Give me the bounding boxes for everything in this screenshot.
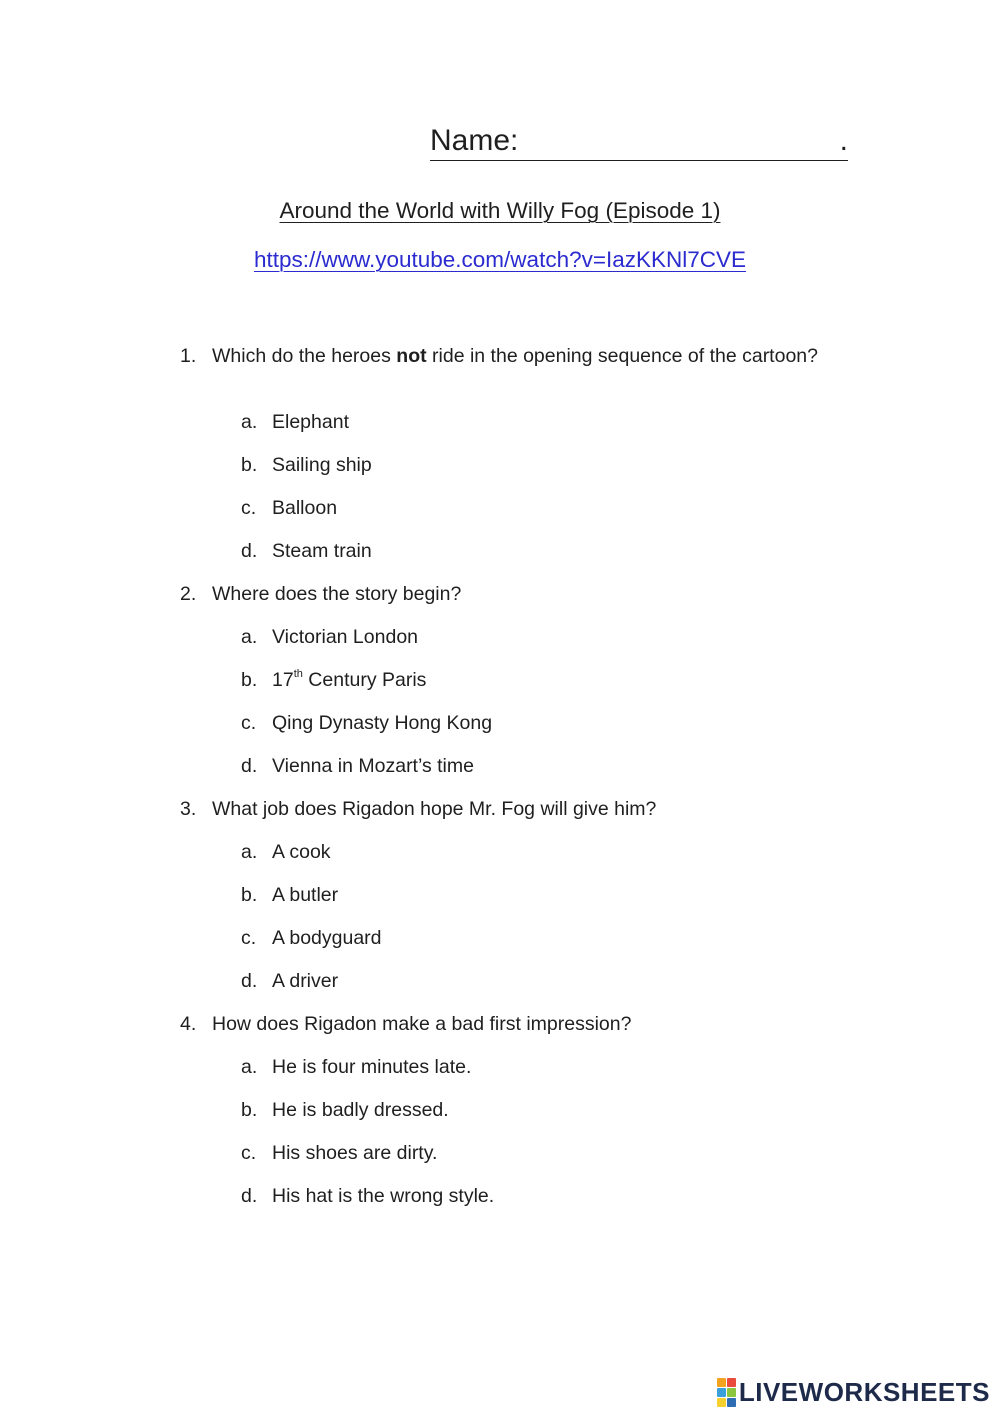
liveworksheets-logo-icon [717,1378,736,1407]
liveworksheets-logo [717,1377,990,1407]
option-text: Vienna in Mozart’s time [272,755,474,777]
option-4b [241,1095,449,1125]
option-text: Steam train [272,540,372,562]
option-text: Elephant [272,411,349,433]
option-text: Balloon [272,497,338,519]
question-text-bold: not [396,345,427,367]
name-end-mark: . [839,124,848,157]
logo-square [717,1398,726,1407]
option-letter: a. [241,1056,258,1078]
question-number: 2. [180,583,197,605]
option-3d [241,966,338,996]
option-2d [241,751,474,781]
option-letter: b. [241,454,258,476]
option-2a [241,622,418,652]
question-text: Where does the story begin? [212,583,462,605]
question-text-part: Which do the heroes [212,345,397,367]
liveworksheets-logo-text: LIVEWORKSHEETS [738,1377,990,1407]
video-link[interactable]: https://www.youtube.com/watch?v=IazKKNl7CVE [253,247,747,272]
option-text: Century Paris [302,669,427,691]
question-2 [180,578,820,610]
option-text: A butler [272,884,339,906]
option-letter: d. [241,970,258,992]
option-4c [241,1138,437,1168]
logo-square [727,1378,736,1387]
option-3b [241,880,338,910]
option-1b [241,450,372,480]
option-letter: a. [241,626,258,648]
question-text [212,340,820,372]
question-text: What job does Rigadon hope Mr. Fog will give him? [212,798,657,820]
question-3 [180,793,820,825]
question-number: 4. [180,1013,197,1035]
option-text-superscript: th [293,668,303,680]
option-3a [241,837,331,867]
option-letter: d. [241,755,258,777]
logo-square [727,1388,736,1397]
option-text: His hat is the wrong style. [272,1185,495,1207]
option-text: He is badly dressed. [272,1099,449,1121]
option-letter: b. [241,884,258,906]
option-letter: c. [241,712,257,734]
option-3c [241,923,382,953]
question-text: How does Rigadon make a bad first impression? [212,1013,632,1035]
option-text: A bodyguard [272,927,382,949]
option-letter: b. [241,1099,258,1121]
name-label: Name: [430,124,519,157]
question-text-part: ride in the opening sequence of the cartoon? [426,345,818,367]
name-field[interactable] [430,122,848,161]
question-number: 1. [180,345,197,367]
option-2c [241,708,492,738]
option-text: A driver [272,970,339,992]
option-letter: c. [241,497,257,519]
question-4 [180,1008,820,1040]
question-1 [180,340,820,372]
question-number: 3. [180,798,197,820]
worksheet-title [0,196,1000,226]
option-letter: a. [241,841,258,863]
option-letter: c. [241,1142,257,1164]
option-4d [241,1181,494,1211]
option-text: His shoes are dirty. [272,1142,438,1164]
option-letter: a. [241,411,258,433]
option-text-number: 17 [272,669,294,691]
option-text: A cook [272,841,331,863]
option-text: Qing Dynasty Hong Kong [272,712,493,734]
video-link-container [0,245,1000,275]
option-letter: d. [241,1185,258,1207]
option-1a [241,407,349,437]
option-text: Victorian London [272,626,419,648]
option-letter: d. [241,540,258,562]
option-text: Sailing ship [272,454,372,476]
option-2b [241,665,426,695]
logo-square [717,1388,726,1397]
option-1d [241,536,372,566]
logo-square [717,1378,726,1387]
option-letter: c. [241,927,257,949]
worksheet-title-text: Around the World with Willy Fog (Episode 1) [279,198,721,223]
option-1c [241,493,337,523]
option-text: He is four minutes late. [272,1056,472,1078]
option-letter: b. [241,669,258,691]
logo-square [727,1398,736,1407]
option-4a [241,1052,471,1082]
